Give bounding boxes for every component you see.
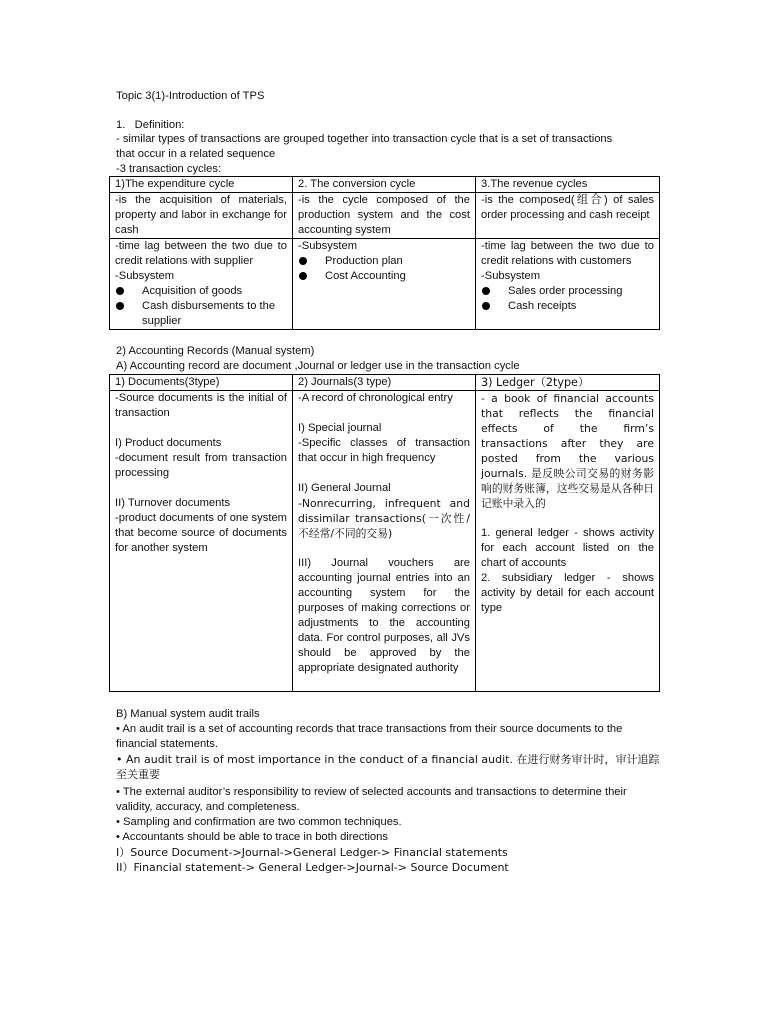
bullet-item bbox=[481, 299, 654, 314]
cell-text: - a book of financial accounts that reflects the financial effects of the firm’s transactions after they are posted from the various journals. 是反映公司交易的财务影响的财务账簿，这些交易是从各种日记账中录入的 bbox=[481, 392, 654, 510]
table-cell bbox=[476, 391, 660, 692]
document-title: Topic 3(1)-Introduction of TPS bbox=[116, 90, 265, 102]
bullet-text: Acquisition of goods bbox=[142, 285, 243, 297]
table-cell bbox=[110, 239, 293, 330]
definition-heading: 1. Definition: bbox=[116, 119, 185, 131]
table-header-row bbox=[110, 375, 660, 391]
audit-bullet: • Sampling and confirmation are two common techniques. bbox=[116, 816, 402, 828]
cell-text: II) Turnover documents bbox=[115, 497, 231, 509]
audit-path: II）Financial statement-> General Ledger->Journal-> Source Document bbox=[116, 861, 509, 874]
table-cell bbox=[110, 391, 293, 692]
cell-text: I) Product documents bbox=[115, 437, 222, 449]
definition-line: -3 transaction cycles: bbox=[116, 163, 222, 175]
cell-text: 1. general ledger - shows activity for each account listed on the chart of accounts bbox=[481, 527, 654, 569]
table-header-cell: 2. The conversion cycle bbox=[293, 177, 476, 193]
table-cell: -is the cycle composed of the production system and the cost accounting system bbox=[293, 193, 476, 239]
bullet-item bbox=[298, 269, 470, 284]
accounting-records-table bbox=[109, 374, 660, 692]
table-cell: -is the acquisition of materials, property and labor in exchange for cash bbox=[110, 193, 293, 239]
definition-line: - similar types of transactions are grouped together into transaction cycle that is a set of transactions bbox=[116, 133, 613, 145]
bullet-icon bbox=[299, 257, 307, 265]
audit-bullet: • An audit trail is of most importance in the conduct of a financial audit. 在进行财务审计时，审计追踪至关重要 bbox=[116, 753, 660, 781]
audit-bullet: • The external auditor’s responsibility to review of selected accounts and transactions to determine their validity, accuracy, and completeness. bbox=[116, 786, 630, 813]
transaction-cycles-table bbox=[109, 176, 660, 330]
bullet-icon bbox=[116, 302, 124, 310]
table-row bbox=[110, 391, 660, 692]
bullet-icon bbox=[299, 272, 307, 280]
cell-text: -Specific classes of transaction that occur in high frequency bbox=[298, 437, 470, 464]
table-header-cell: 1)The expenditure cycle bbox=[110, 177, 293, 193]
spacer bbox=[298, 541, 470, 556]
audit-bullet: • Accountants should be able to trace in both directions bbox=[116, 831, 388, 843]
cell-text: -Nonrecurring, infrequent and dissimilar transactions(一次性/不经常/不同的交易) bbox=[298, 497, 470, 540]
bullet-icon bbox=[482, 287, 490, 295]
cell-text: -time lag between the two due to credit relations with supplier bbox=[115, 240, 287, 267]
cell-text: -Subsystem bbox=[481, 270, 541, 282]
cell-text: 2. subsidiary ledger - shows activity by detail for each account type bbox=[481, 572, 654, 614]
section-heading: 2) Accounting Records (Manual system) bbox=[116, 345, 315, 357]
cell-text: II) General Journal bbox=[298, 482, 391, 494]
table-header-row bbox=[110, 177, 660, 193]
cell-text: -time lag between the two due to credit relations with customers bbox=[481, 240, 654, 267]
spacer bbox=[115, 421, 287, 436]
spacer bbox=[298, 466, 470, 481]
audit-path: I）Source Document->Journal->General Ledger-> Financial statements bbox=[116, 846, 508, 859]
bullet-item bbox=[115, 299, 287, 329]
cell-text: -A record of chronological entry bbox=[298, 392, 453, 404]
bullet-text: Production plan bbox=[325, 255, 403, 267]
bullet-text: Cash disbursements to the supplier bbox=[142, 300, 276, 327]
section-subheading: A) Accounting record are document ,Journal or ledger use in the transaction cycle bbox=[116, 360, 520, 372]
cell-text: I) Special journal bbox=[298, 422, 382, 434]
bullet-item bbox=[298, 254, 470, 269]
bullet-text: Cash receipts bbox=[508, 300, 577, 312]
cell-text: -Source documents is the initial of transaction bbox=[115, 392, 287, 419]
table-header-cell: 1) Documents(3type) bbox=[110, 375, 293, 391]
bullet-icon bbox=[482, 302, 490, 310]
spacer bbox=[115, 481, 287, 496]
audit-bullet: • An audit trail is a set of accounting records that trace transactions from their source documents to the financial statements. bbox=[116, 723, 626, 750]
table-header-cell: 2) Journals(3 type) bbox=[293, 375, 476, 391]
table-header-cell: 3) Ledger（2type） bbox=[476, 375, 660, 391]
cell-text: -product documents of one system that become source of documents for another system bbox=[115, 512, 287, 554]
table-cell: -is the composed(组合) of sales order processing and cash receipt bbox=[476, 193, 660, 239]
bullet-icon bbox=[116, 287, 124, 295]
spacer bbox=[481, 511, 654, 526]
section-heading: B) Manual system audit trails bbox=[116, 708, 260, 720]
table-cell bbox=[293, 391, 476, 692]
bullet-text: Cost Accounting bbox=[325, 270, 406, 282]
spacer bbox=[298, 406, 470, 421]
cell-text: -document result from transaction processing bbox=[115, 452, 287, 479]
table-cell bbox=[293, 239, 476, 330]
cell-text: -Subsystem bbox=[298, 240, 358, 252]
table-header-cell: 3.The revenue cycles bbox=[476, 177, 660, 193]
bullet-text: Sales order processing bbox=[508, 285, 623, 297]
cell-text: III) Journal vouchers are accounting journal entries into an accounting system for the purposes of making corrections or adjustments to the accounting data. For control purposes, all JVs should be approved by the appropriate designated authority bbox=[298, 557, 470, 674]
cell-text: -Subsystem bbox=[115, 270, 175, 282]
table-cell bbox=[476, 239, 660, 330]
bullet-item bbox=[481, 284, 654, 299]
definition-line: that occur in a related sequence bbox=[116, 148, 276, 160]
bullet-item bbox=[115, 284, 287, 299]
table-row bbox=[110, 193, 660, 239]
table-row bbox=[110, 239, 660, 330]
